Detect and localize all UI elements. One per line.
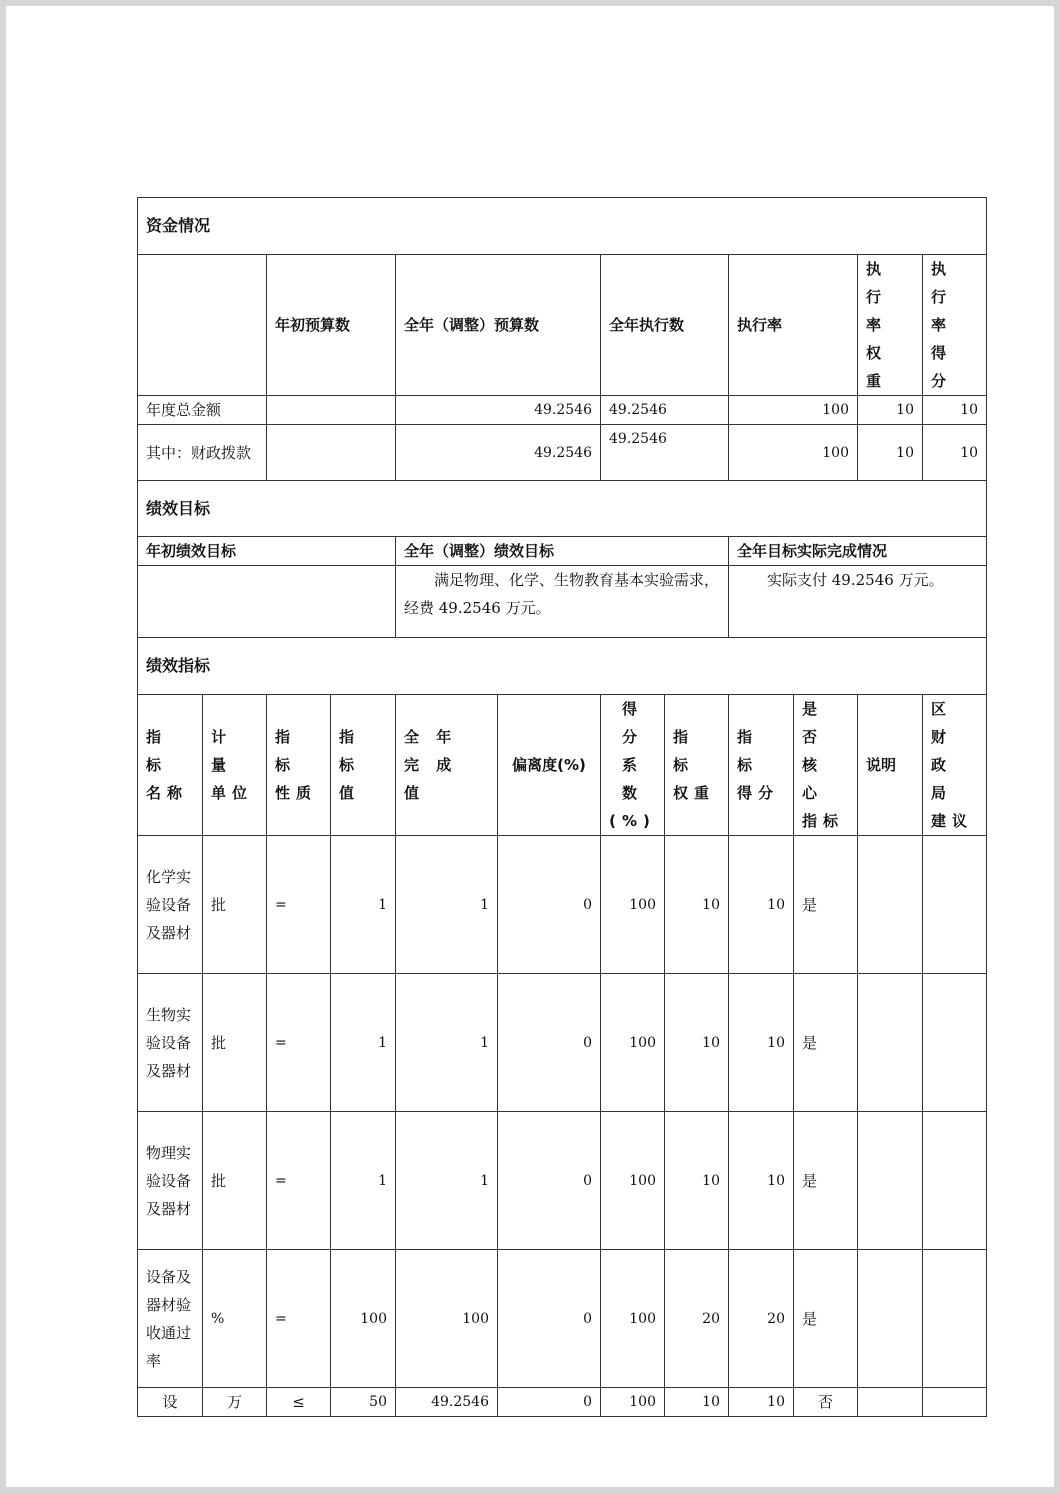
goals-actual-text: 实际支付 49.2546 万元。 xyxy=(729,566,987,638)
indicator-advice xyxy=(923,974,987,1112)
funds-header-executed: 全年执行数 xyxy=(601,255,729,396)
indicator-advice xyxy=(923,836,987,974)
indicator-header-actual: 全 年 完 成 值 xyxy=(396,695,498,836)
funds-row-weight: 10 xyxy=(858,425,923,481)
indicator-target: 1 xyxy=(331,1112,396,1250)
funds-row-executed: 49.2546 xyxy=(601,396,729,425)
performance-table xyxy=(137,197,987,1417)
indicator-weight: 10 xyxy=(665,1388,729,1417)
indicator-deviation: 0 xyxy=(498,1112,601,1250)
indicator-header-name: 指 标 名称 xyxy=(138,695,203,836)
funds-row xyxy=(138,396,987,425)
indicator-row xyxy=(138,836,987,974)
indicator-advice xyxy=(923,1388,987,1417)
funds-row-executed: 49.2546 xyxy=(601,425,729,481)
indicators-section-title: 绩效指标 xyxy=(138,638,987,695)
indicator-coef: 100 xyxy=(601,1112,665,1250)
indicator-header-score: 指 标 得分 xyxy=(729,695,794,836)
indicator-header-unit: 计 量 单位 xyxy=(203,695,267,836)
indicator-name: 化学实验设备及器材 xyxy=(138,836,203,974)
goals-header-adjusted: 全年（调整）绩效目标 xyxy=(396,537,729,566)
funds-section-title: 资金情况 xyxy=(138,198,987,255)
indicator-note xyxy=(858,1250,923,1388)
indicator-weight: 10 xyxy=(665,974,729,1112)
indicator-header-weight: 指 标 权重 xyxy=(665,695,729,836)
funds-row-label: 其中：财政拨款 xyxy=(138,425,267,481)
indicator-score: 10 xyxy=(729,974,794,1112)
indicator-score: 10 xyxy=(729,836,794,974)
indicator-nature: = xyxy=(267,1112,331,1250)
indicator-score: 20 xyxy=(729,1250,794,1388)
funds-row-adjusted: 49.2546 xyxy=(396,425,601,481)
indicator-core: 是 xyxy=(794,836,858,974)
indicator-actual: 1 xyxy=(396,836,498,974)
indicator-coef: 100 xyxy=(601,836,665,974)
funds-header-initial: 年初预算数 xyxy=(267,255,396,396)
funds-header-score: 执 行 率 得 分 xyxy=(923,255,987,396)
indicator-actual: 1 xyxy=(396,974,498,1112)
funds-row-initial xyxy=(267,396,396,425)
indicator-advice xyxy=(923,1250,987,1388)
indicator-deviation: 0 xyxy=(498,1250,601,1388)
indicator-header-deviation: 偏离度(%) xyxy=(498,695,601,836)
indicator-core: 是 xyxy=(794,974,858,1112)
indicator-nature: = xyxy=(267,836,331,974)
indicator-actual: 100 xyxy=(396,1250,498,1388)
indicator-core: 否 xyxy=(794,1388,858,1417)
indicator-header-nature: 指 标 性质 xyxy=(267,695,331,836)
funds-row-weight: 10 xyxy=(858,396,923,425)
indicator-header-note: 说明 xyxy=(858,695,923,836)
goals-section-title: 绩效目标 xyxy=(138,481,987,537)
goals-initial-text xyxy=(138,566,396,638)
funds-header-blank xyxy=(138,255,267,396)
goals-section-row xyxy=(138,481,987,537)
indicator-coef: 100 xyxy=(601,1388,665,1417)
indicator-nature: = xyxy=(267,974,331,1112)
indicators-header-row xyxy=(138,695,987,836)
funds-header-row xyxy=(138,255,987,396)
indicator-note xyxy=(858,836,923,974)
indicator-row xyxy=(138,1388,987,1417)
funds-row-initial xyxy=(267,425,396,481)
funds-row-score: 10 xyxy=(923,396,987,425)
indicator-name: 生物实验设备及器材 xyxy=(138,974,203,1112)
indicator-note xyxy=(858,974,923,1112)
indicator-core: 是 xyxy=(794,1112,858,1250)
indicator-score: 10 xyxy=(729,1112,794,1250)
funds-header-weight: 执 行 率 权 重 xyxy=(858,255,923,396)
funds-row-label: 年度总金额 xyxy=(138,396,267,425)
indicator-score: 10 xyxy=(729,1388,794,1417)
indicator-deviation: 0 xyxy=(498,974,601,1112)
goals-header-actual: 全年目标实际完成情况 xyxy=(729,537,987,566)
funds-header-adjusted: 全年（调整）预算数 xyxy=(396,255,601,396)
indicator-weight: 20 xyxy=(665,1250,729,1388)
indicator-header-advice: 区 财 政 局 建议 xyxy=(923,695,987,836)
indicator-row xyxy=(138,1112,987,1250)
goals-header-row xyxy=(138,537,987,566)
indicator-name: 设备及器材验收通过率 xyxy=(138,1250,203,1388)
goals-content-row xyxy=(138,566,987,638)
indicator-unit: % xyxy=(203,1250,267,1388)
funds-row-rate: 100 xyxy=(729,396,858,425)
indicator-note xyxy=(858,1112,923,1250)
indicator-note xyxy=(858,1388,923,1417)
indicator-row xyxy=(138,1250,987,1388)
document-page xyxy=(6,6,1054,1487)
indicator-actual: 49.2546 xyxy=(396,1388,498,1417)
indicator-coef: 100 xyxy=(601,974,665,1112)
indicator-row xyxy=(138,974,987,1112)
indicator-target: 1 xyxy=(331,974,396,1112)
indicator-unit: 批 xyxy=(203,836,267,974)
funds-row-score: 10 xyxy=(923,425,987,481)
indicator-header-coef: 得 分 系 数 (%) xyxy=(601,695,665,836)
indicator-weight: 10 xyxy=(665,836,729,974)
indicator-nature: = xyxy=(267,1250,331,1388)
funds-row-adjusted: 49.2546 xyxy=(396,396,601,425)
indicator-actual: 1 xyxy=(396,1112,498,1250)
indicator-unit: 万 xyxy=(203,1388,267,1417)
funds-row-rate: 100 xyxy=(729,425,858,481)
indicator-name: 物理实验设备及器材 xyxy=(138,1112,203,1250)
indicator-nature: ≤ xyxy=(267,1388,331,1417)
funds-row xyxy=(138,425,987,481)
indicator-unit: 批 xyxy=(203,974,267,1112)
indicator-target: 100 xyxy=(331,1250,396,1388)
indicator-coef: 100 xyxy=(601,1250,665,1388)
indicator-target: 1 xyxy=(331,836,396,974)
funds-section-row xyxy=(138,198,987,255)
indicator-target: 50 xyxy=(331,1388,396,1417)
indicator-advice xyxy=(923,1112,987,1250)
goals-adjusted-text: 满足物理、化学、生物教育基本实验需求，经费 49.2546 万元。 xyxy=(396,566,729,638)
funds-header-rate: 执行率 xyxy=(729,255,858,396)
indicator-unit: 批 xyxy=(203,1112,267,1250)
indicator-deviation: 0 xyxy=(498,836,601,974)
indicator-header-target: 指 标 值 xyxy=(331,695,396,836)
goals-header-initial: 年初绩效目标 xyxy=(138,537,396,566)
indicator-core: 是 xyxy=(794,1250,858,1388)
indicator-deviation: 0 xyxy=(498,1388,601,1417)
indicator-header-core: 是 否 核 心 指标 xyxy=(794,695,858,836)
indicator-name: 设 xyxy=(138,1388,203,1417)
indicators-section-row xyxy=(138,638,987,695)
indicator-weight: 10 xyxy=(665,1112,729,1250)
